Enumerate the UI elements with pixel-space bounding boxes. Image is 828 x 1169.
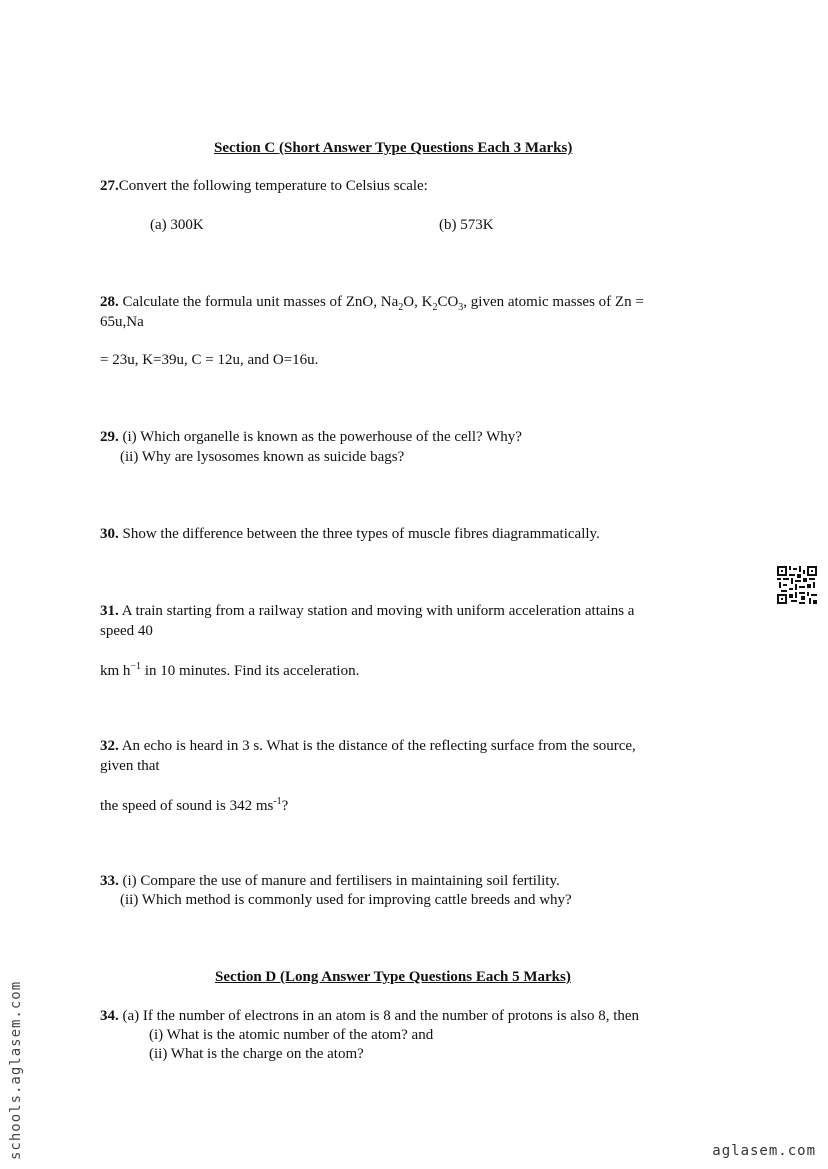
- q28-sub-2: 2: [432, 302, 438, 313]
- q29-text-1: (i) Which organelle is known as the powerhouse of the cell? Why?: [122, 429, 522, 445]
- question-32-line-3: [100, 796, 288, 815]
- question-number: 30.: [100, 526, 119, 542]
- q32-sup: -1: [273, 796, 282, 807]
- q31-text-3: in 10 minutes. Find its acceleration.: [141, 663, 360, 679]
- q31-sup: −1: [130, 661, 142, 672]
- q34-text-1: (a) If the number of electrons in an atom is 8 and the number of protons is also 8, then: [122, 1008, 640, 1024]
- question-text: Convert the following temperature to Celsius scale:: [118, 178, 428, 194]
- question-33-part-2: (ii) Which method is commonly used for improving cattle breeds and why?: [120, 892, 572, 908]
- question-number: 28.: [100, 294, 119, 310]
- q27-option-b: (b) 573K: [439, 217, 494, 233]
- question-32-line-1: [100, 738, 636, 755]
- question-28-line-3: = 23u, K=39u, C = 12u, and O=16u.: [100, 352, 319, 368]
- question-27: [100, 178, 428, 195]
- q27-option-a: (a) 300K: [150, 217, 204, 233]
- q28-text-4: , given atomic masses of Zn =: [463, 294, 644, 310]
- question-34-subpart-1: (i) What is the atomic number of the atom? and: [149, 1027, 434, 1043]
- q28-sub-3: 3: [458, 302, 464, 313]
- q28-text-2: O, K: [403, 294, 433, 310]
- q32-text-1: An echo is heard in 3 s. What is the distance of the reflecting surface from the source,: [121, 738, 636, 754]
- q32-text-3: the speed of sound is 342 ms: [100, 798, 274, 814]
- question-number: 31.: [100, 603, 119, 619]
- q33-text-1: (i) Compare the use of manure and fertilisers in maintaining soil fertility.: [122, 873, 560, 889]
- question-29-part-2: (ii) Why are lysosomes known as suicide bags?: [120, 449, 405, 465]
- footer-watermark[interactable]: aglasem.com: [712, 1143, 816, 1159]
- side-watermark: schools.aglasem.com: [8, 980, 24, 1160]
- question-number: 29.: [100, 429, 119, 445]
- question-number: 34.: [100, 1008, 119, 1024]
- q28-sub-1: 2: [398, 302, 404, 313]
- question-number: 33.: [100, 873, 119, 889]
- question-32-line-2: given that: [100, 758, 160, 774]
- q28-text-3: CO: [437, 294, 459, 310]
- question-28-line-2: 65u,Na: [100, 314, 144, 330]
- q32-text-4: ?: [281, 798, 289, 814]
- question-28-line-1: [100, 294, 644, 313]
- q28-text-1: Calculate the formula unit masses of ZnO, Na: [122, 294, 399, 310]
- question-29-part-1: [100, 429, 522, 446]
- q31-unit: km h: [100, 663, 131, 679]
- section-c-heading: Section C (Short Answer Type Questions Each 3 Marks): [214, 140, 573, 156]
- q31-text-1: A train starting from a railway station and moving with uniform acceleration attains a: [121, 603, 635, 619]
- section-d-heading: Section D (Long Answer Type Questions Each 5 Marks): [215, 969, 571, 985]
- qr-code-icon[interactable]: [777, 566, 817, 604]
- question-33-part-1: [100, 873, 560, 890]
- question-number: 32.: [100, 738, 119, 754]
- question-31-line-1: [100, 603, 634, 620]
- question-31-line-2: speed 40: [100, 623, 153, 639]
- question-34-line-1: [100, 1008, 639, 1025]
- question-34-subpart-2: (ii) What is the charge on the atom?: [149, 1046, 364, 1062]
- q30-text: Show the difference between the three types of muscle fibres diagrammatically.: [122, 526, 600, 542]
- question-30: [100, 526, 600, 543]
- question-31-line-3: [100, 661, 359, 680]
- question-number: 27.: [100, 178, 119, 194]
